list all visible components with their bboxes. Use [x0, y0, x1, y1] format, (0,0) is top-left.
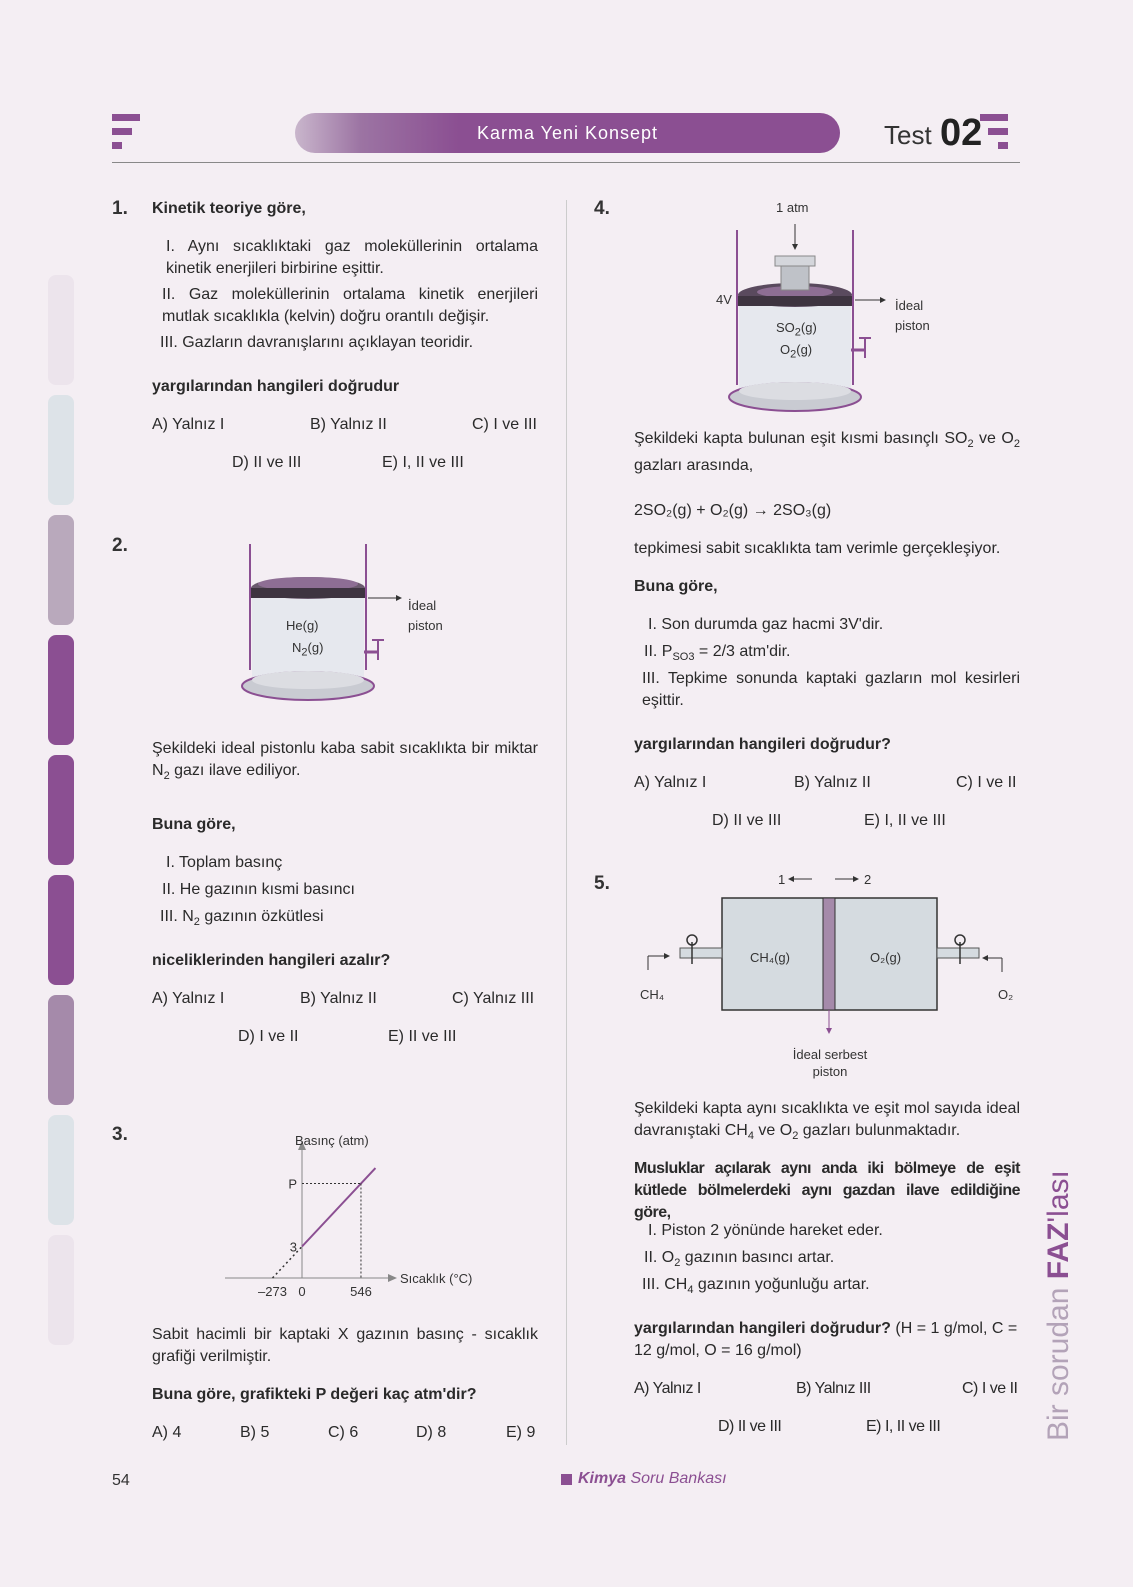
q4-lead: Buna göre, [634, 578, 718, 595]
side-tab [48, 395, 74, 505]
header-mark-left [112, 142, 122, 149]
q2-statement-1: I. Toplam basınç [166, 854, 283, 871]
q3-option-d[interactable]: D) 8 [416, 1424, 447, 1441]
q5-stem: Musluklar açılarak aynı anda iki bölmeye de eşit kütlede bölmelerdeki aynı gazdan ilave edildiğine göre, [634, 1160, 1020, 1221]
q2-gas-n2: $N_2(g)$ [292, 640, 324, 659]
q4-pressure-label: 1 atm [776, 200, 809, 215]
q4-piston-label: İdeal piston [895, 298, 930, 333]
q5-option-c[interactable]: C) I ve II [962, 1380, 1018, 1397]
q4-statement-2: II. $P_{SO3} = 2/3$ atm'dir. [644, 643, 791, 664]
q5-question: yargılarından hangileri doğrudur? (H = 1 g/mol, C = 12 g/mol, O = 16 g/mol) [634, 1320, 1018, 1359]
q2-statement-3: III. $N_2$ gazının özkütlesi [160, 908, 324, 929]
svg-text:Bir sorudan FAZ'lası [1042, 1170, 1075, 1441]
q5-statement-2: II. $O_2$ gazının basıncı artar. [644, 1249, 835, 1270]
q4-option-b[interactable]: B) Yalnız II [794, 774, 871, 791]
q2-piston-label: İdeal piston [408, 598, 443, 633]
q4-option-d[interactable]: D) II ve III [712, 812, 782, 829]
q5-right-gas: O₂(g) [870, 950, 902, 965]
header-mark-left [112, 128, 132, 135]
q5-piston-label: İdeal serbest piston [792, 1047, 868, 1079]
q5-option-b[interactable]: B) Yalnız III [796, 1380, 871, 1397]
q1-number: 1. [112, 198, 128, 219]
footer-book-title: Kimya Soru Bankası [578, 1470, 727, 1487]
chart-ylabel: Basınç (atm) [295, 1133, 369, 1148]
q4-number: 4. [594, 198, 610, 219]
q3-chart [205, 1128, 505, 1308]
q3-question: Buna göre, grafikteki P değeri kaç atm'dir? [152, 1386, 477, 1403]
q1-option-d[interactable]: D) II ve III [232, 454, 302, 471]
page-number: 54 [112, 1472, 130, 1489]
side-tab [48, 755, 74, 865]
q1-option-a[interactable]: A) Yalnız I [152, 416, 225, 433]
side-tab [48, 875, 74, 985]
q4-reaction: 2SO₂(g) + O₂(g) → 2SO₃(g) [634, 502, 832, 519]
header-mark-right [980, 114, 1008, 121]
q4-option-e[interactable]: E) I, II ve III [864, 812, 946, 829]
q5-statement-1: I. Piston 2 yönünde hareket eder. [648, 1222, 883, 1239]
q1-question: yargılarından hangileri doğrudur [152, 378, 400, 395]
q5-statement-3: III. $CH_4$ gazının yoğunluğu artar. [642, 1276, 870, 1297]
q3-option-a[interactable]: A) 4 [152, 1424, 182, 1441]
q4-description: Şekildeki kapta bulunan eşit kısmi basınçlı $SO_2$ ve $O_2$ gazları arasında, [634, 430, 1020, 475]
q1-option-b[interactable]: B) Yalnız II [310, 416, 387, 433]
side-tab [48, 995, 74, 1105]
q2-option-c[interactable]: C) Yalnız III [452, 990, 535, 1007]
q2-lead: Buna göre, [152, 816, 236, 833]
q4-question: yargılarından hangileri doğrudur? [634, 736, 891, 753]
chart-series-dotted [273, 1247, 302, 1279]
q5-inlet-ch4: CH₄ [640, 987, 665, 1002]
q2-option-b[interactable]: B) Yalnız II [300, 990, 377, 1007]
chart-x-tick: 546 [350, 1284, 372, 1299]
column-divider [566, 200, 567, 1445]
header-mark-right [998, 142, 1008, 149]
q4-statement-1: I. Son durumda gaz hacmi 3V'dir. [648, 616, 884, 633]
header-mark-left [112, 114, 140, 121]
q2-question: niceliklerinden hangileri azalır? [152, 952, 391, 969]
q4-statement-3: III. Tepkime sonunda kaptaki gazların mol kesirleri eşittir. [642, 670, 1020, 709]
q3-option-b[interactable]: B) 5 [240, 1424, 270, 1441]
q3-description: Sabit hacimli bir kaptaki X gazının basınç - sıcaklık grafiği verilmiştir. [152, 1326, 538, 1365]
q2-statement-2: II. He gazının kısmi basıncı [162, 881, 355, 898]
q5-option-a[interactable]: A) Yalnız I [634, 1380, 701, 1397]
brand-text-b: FAZ [1042, 1222, 1075, 1280]
side-tab [48, 275, 74, 385]
chart-x-tick: 0 [298, 1284, 306, 1299]
side-brand [1000, 1145, 1110, 1445]
q3-number: 3. [112, 1124, 128, 1145]
q2-option-e[interactable]: E) II ve III [388, 1028, 457, 1045]
q4-description-2: tepkimesi sabit sıcaklıkta tam verimle gerçekleşiyor. [634, 540, 1001, 557]
q1-stem: Kinetik teoriye göre, [152, 200, 306, 217]
q2-option-a[interactable]: A) Yalnız I [152, 990, 225, 1007]
q3-option-c[interactable]: C) 6 [328, 1424, 359, 1441]
chart-series-line [302, 1168, 375, 1246]
q5-container-figure [630, 870, 1020, 1070]
q4-gas-o2: $O_2(g)$ [780, 342, 813, 361]
chart-x-arrow [388, 1274, 397, 1282]
q5-inlet-o2: O₂ [998, 987, 1014, 1002]
q1-option-e[interactable]: E) I, II ve III [382, 454, 464, 471]
q2-description: Şekildeki ideal pistonlu kaba sabit sıcaklıkta bir miktar $N_2$ gazı ilave ediliyor. [152, 740, 538, 783]
q2-number: 2. [112, 535, 128, 556]
chart-y-tick: P [288, 1176, 297, 1192]
q2-option-d[interactable]: D) I ve II [238, 1028, 299, 1045]
footer-square [561, 1474, 572, 1485]
brand-text-c: 'lası [1042, 1170, 1075, 1223]
q2-gas-he: He(g) [286, 618, 319, 633]
test-label: Test [884, 120, 932, 150]
q4-option-c[interactable]: C) I ve II [956, 774, 1017, 791]
chart-y-tick: 3 [289, 1239, 297, 1255]
test-number: 02 [940, 112, 983, 154]
q1-statement-1: I. Aynı sıcaklıktaki gaz moleküllerinin ortalama kinetik enerjileri birbirine eşittir. [166, 238, 538, 277]
q5-description: Şekildeki kapta aynı sıcaklıkta ve eşit mol sayıda ideal davranıştaki $CH_4$ ve $O_2$ gazları bulunmaktadır. [634, 1100, 1020, 1143]
q1-option-c[interactable]: C) I ve III [472, 416, 537, 433]
q4-gas-so2: $SO_2(g)$ [776, 320, 817, 339]
side-tab [48, 1235, 74, 1345]
header-title: Karma Yeni Konsept [476, 123, 659, 143]
q1-statement-2: II. Gaz moleküllerinin ortalama kinetik enerjileri mutlak sıcaklıkla (kelvin) doğru orantılı değişir. [162, 286, 538, 325]
q5-left-gas: CH₄(g) [750, 950, 790, 965]
q4-option-a[interactable]: A) Yalnız I [634, 774, 707, 791]
q5-option-e[interactable]: E) I, II ve III [866, 1418, 941, 1435]
q5-direction-1: 1 [778, 872, 786, 887]
q5-direction-2: 2 [864, 872, 872, 887]
header-mark-right [988, 128, 1008, 135]
q5-option-d[interactable]: D) II ve III [718, 1418, 782, 1435]
q4-volume-label: 4V [716, 292, 732, 307]
chart-x-tick: –273 [258, 1284, 287, 1299]
chart-xlabel: Sıcaklık (°C) [400, 1271, 473, 1286]
side-tab [48, 635, 74, 745]
brand-text-a: Bir sorudan [1042, 1279, 1075, 1441]
q3-option-e[interactable]: E) 9 [506, 1424, 536, 1441]
header-rule [112, 162, 1020, 163]
q5-number: 5. [594, 873, 610, 894]
side-tab [48, 515, 74, 625]
q1-statement-3: III. Gazların davranışlarını açıklayan teoridir. [160, 334, 474, 351]
side-tab [48, 1115, 74, 1225]
